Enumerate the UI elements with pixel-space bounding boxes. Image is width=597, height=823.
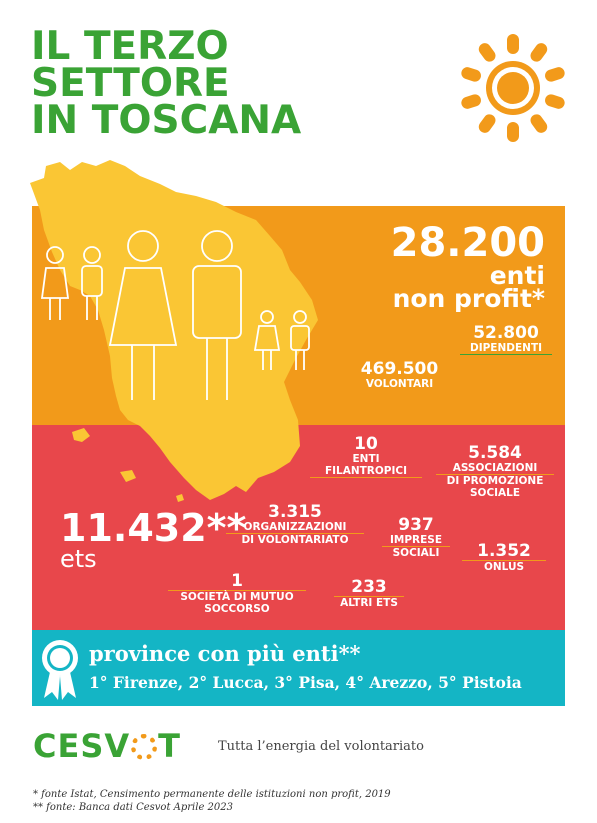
- title-line-3: IN TOSCANA: [31, 98, 302, 143]
- imprese-label-2: SOCIALI: [392, 547, 440, 559]
- filantropici-label-2: FILANTROPICI: [310, 465, 422, 478]
- imprese-stat: [382, 516, 450, 559]
- dipendenti-number: 52.800: [473, 323, 539, 343]
- cesvot-logo-text: CESV: [33, 727, 131, 765]
- filantropici-label-1: ENTI: [352, 453, 380, 465]
- filantropici-stat: [310, 435, 422, 478]
- odv-label-1: ORGANIZZAZIONI: [226, 521, 364, 534]
- nonprofit-label-1: enti: [489, 261, 545, 290]
- cesvot-logo-tail: T: [158, 727, 181, 765]
- altri-label: ALTRI ETS: [334, 596, 404, 609]
- sun-icon: [455, 30, 571, 146]
- cesvot-logo: [33, 727, 181, 765]
- mutuo-label-2: SOCCORSO: [204, 603, 270, 615]
- odv-number: 3.315: [268, 502, 322, 522]
- altri-stat: [334, 578, 404, 609]
- nonprofit-number: 28.200: [390, 220, 545, 266]
- aps-number: 5.584: [468, 443, 522, 463]
- province-title: province con più enti**: [89, 641, 361, 666]
- odv-stat: [226, 503, 364, 546]
- province-list: 1° Firenze, 2° Lucca, 3° Pisa, 4° Arezzo, 5° Pistoia: [89, 673, 522, 692]
- mutuo-stat: [168, 572, 306, 615]
- volontari-stat: [352, 360, 447, 390]
- title-line-1: IL TERZO: [31, 24, 229, 69]
- volontari-label: VOLONTARI: [365, 378, 434, 390]
- imprese-label-1: IMPRESE: [382, 534, 450, 547]
- title-line-2: SETTORE: [31, 61, 230, 106]
- imprese-number: 937: [398, 515, 434, 535]
- dipendenti-label: DIPENDENTI: [460, 342, 552, 355]
- mutuo-number: 1: [231, 571, 243, 591]
- aps-label-2: DI PROMOZIONE: [446, 475, 544, 487]
- aps-label-1: ASSOCIAZIONI: [436, 462, 554, 475]
- cesvot-logo-sun: [131, 734, 157, 760]
- nonprofit-label-2: non profit*: [392, 284, 545, 313]
- mutuo-label-1: SOCIETÀ DI MUTUO: [168, 590, 306, 603]
- award-ribbon-icon: [38, 638, 82, 702]
- footnote-1: * fonte Istat, Censimento permanente delle istituzioni non profit, 2019: [33, 789, 391, 800]
- aps-stat: [436, 444, 554, 499]
- onlus-number: 1.352: [477, 541, 531, 561]
- odv-label-2: DI VOLONTARIATO: [241, 534, 349, 546]
- nonprofit-stat: [390, 220, 545, 313]
- aps-label-3: SOCIALE: [469, 487, 521, 499]
- onlus-stat: [462, 542, 546, 573]
- onlus-label: ONLUS: [462, 560, 546, 573]
- altri-number: 233: [351, 577, 387, 597]
- footnote-2: ** fonte: Banca dati Cesvot Aprile 2023: [33, 802, 233, 813]
- page-title: [31, 24, 302, 143]
- tagline: Tutta l’energia del volontariato: [218, 739, 424, 754]
- ets-number: 11.432**: [60, 506, 247, 550]
- filantropici-number: 10: [354, 434, 378, 454]
- ets-stat: [60, 506, 247, 573]
- volontari-number: 469.500: [360, 359, 439, 379]
- dipendenti-stat: [460, 324, 552, 355]
- ets-label: ets: [60, 545, 97, 573]
